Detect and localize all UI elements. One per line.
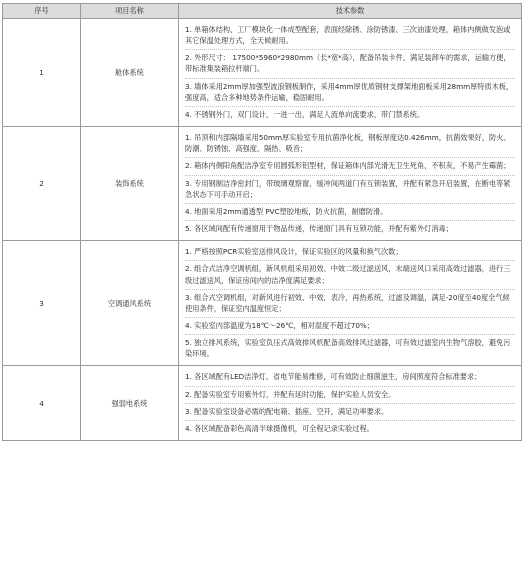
param-paragraph: 1. 严格按照PCR实验室送排风设计，保证实验区的风量和换气次数；: [185, 244, 515, 261]
spec-table: [2, 3, 522, 441]
param-paragraph: 4. 地面采用2mm通透型 PVC塑胶地板，防火抗菌，耐磨防滑。: [185, 204, 515, 221]
param-paragraph: 3. 组合式空调机组，对新风进行初效、中效，表冷，再热系统，过滤及调温，满足-20度至40度全气候使用条件，保证室内温度恒定；: [185, 290, 515, 318]
item-name: 强弱电系统: [81, 366, 179, 441]
tech-params: [179, 127, 522, 241]
param-paragraph: 2. 组合式洁净空调机组，新风机组采用初效、中效二级过滤送风，末端送风口采用高效过滤器，进行三级过滤送风，保证房间内的洁净度满足要求；: [185, 261, 515, 289]
table-row: [3, 19, 522, 127]
tech-params: [179, 19, 522, 127]
param-paragraph: 1. 吊顶和内部隔墙采用50mm厚实验室专用抗菌净化板，钢板厚度达0.426mm，抗菌效果好，防火、防潮、防锈蚀、高强度、隔热、吸音；: [185, 130, 515, 158]
tech-params: [179, 366, 522, 441]
param-paragraph: 4. 各区域配备彩色高清半球摄像机，可全程记录实验过程。: [185, 423, 374, 433]
row-number: 2: [3, 127, 81, 241]
table-row: [3, 366, 522, 441]
header-params: 技术参数: [179, 4, 522, 19]
param-paragraph: 1. 各区域配有LED洁净灯，省电节能易维修，可有效防止细菌滋生，房间照度符合标准要求；: [185, 369, 515, 386]
table-row: [3, 241, 522, 366]
row-number: 1: [3, 19, 81, 127]
row-number: 3: [3, 241, 81, 366]
tech-params: [179, 241, 522, 366]
item-name: 舱体系统: [81, 19, 179, 127]
param-paragraph: 3. 墙体采用2mm厚加强型波浪钢板制作，采用4mm厚优质钢材支撑架地面板采用28mm厚特质木板，强度高，适合多种地势条件运输，稳固耐用。: [185, 79, 515, 107]
header-name: 项目名称: [81, 4, 179, 19]
param-paragraph: 1. 单箱体结构，工厂模块化一体成型配套，表面经除锈、涂防锈漆、三次油漆处理，箱体内侧做发泡或其它保温处理方式，全天候耐用。: [185, 22, 515, 50]
param-paragraph: 2. 箱体内侧阳角配洁净室专用圆弧形铝型材，保证箱体内部光滑无卫生死角，不积灰，不易产生霉菌；: [185, 158, 515, 175]
header-row: [3, 4, 522, 19]
param-paragraph: 5. 独立排风系统，实验室负压式高效排风机配备高效排风过滤器，可有效过滤室内生物气溶胶，避免污染环境。: [185, 338, 511, 359]
param-paragraph: 3. 专用钢制洁净密封门，带玻璃观察窗，缓冲间两道门有互锁装置，并配有紧急开启装置，在断电等紧急状态下可手动开启；: [185, 176, 515, 204]
header-no: 序号: [3, 4, 81, 19]
table-body: [3, 19, 522, 441]
item-name: 装饰系统: [81, 127, 179, 241]
param-paragraph: 2. 外形尺寸： 17500*5960*2980mm（长*宽*高），配备吊装卡件，满足装卸车的需求，运输方便，带标准集装箱拉杆端门。: [185, 50, 515, 78]
item-name: 空调通风系统: [81, 241, 179, 366]
row-number: 4: [3, 366, 81, 441]
param-paragraph: 3. 配备实验室设备必需的配电箱、插座、空开，满足功率要求。: [185, 404, 515, 421]
param-paragraph: 5. 各区域间配有传递窗用于物品传递，传递窗门具有互锁功能，并配有紫外灯消毒；: [185, 224, 453, 234]
param-paragraph: 2. 配备实验室专用紫外灯，并配有延时功能，保护实验人员安全。: [185, 387, 515, 404]
param-paragraph: 4. 不锈钢外门，双门设计，一进一出，满足人流单向流要求，带门禁系统。: [185, 109, 425, 119]
param-paragraph: 4. 实验室内部温度为18℃～26℃，相对湿度不超过70%；: [185, 318, 515, 335]
table-row: [3, 127, 522, 241]
